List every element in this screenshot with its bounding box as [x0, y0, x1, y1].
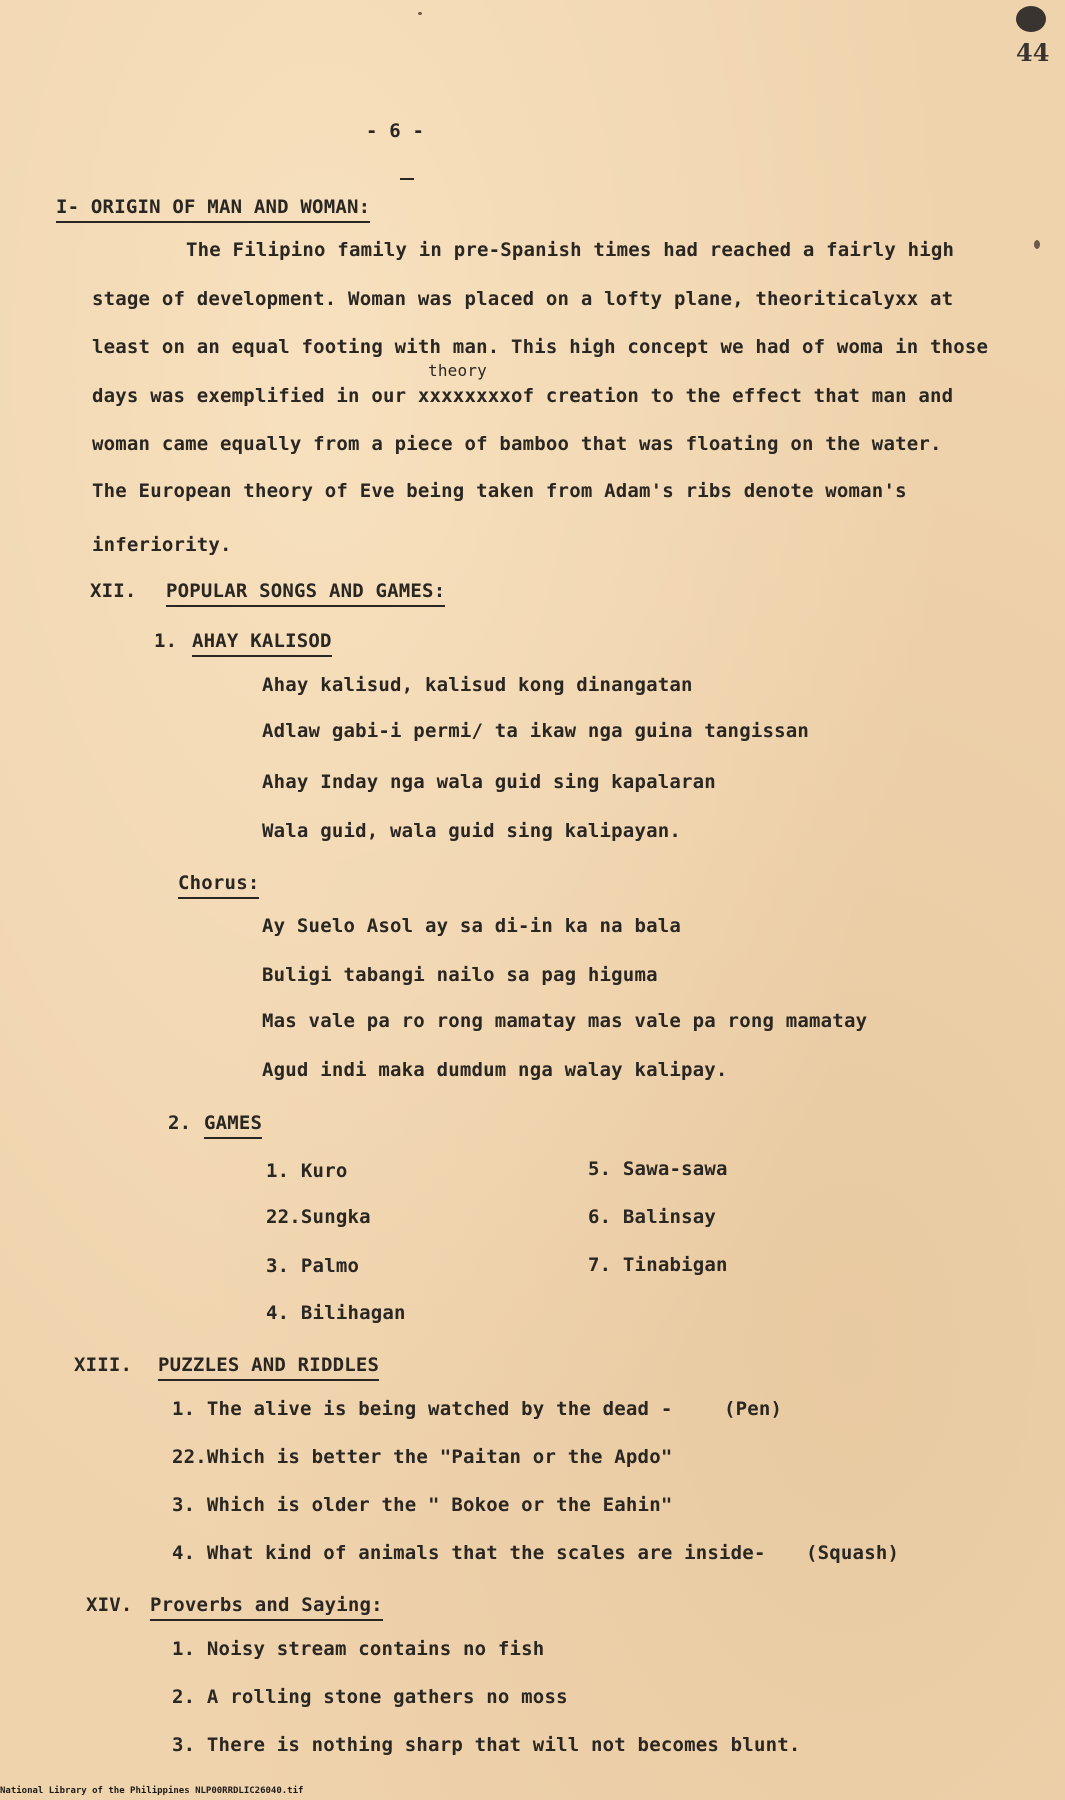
section-heading-puzzles: PUZZLES AND RIDDLES — [158, 1354, 379, 1381]
chorus-label: Chorus: — [178, 872, 259, 899]
song-title: AHAY KALISOD — [192, 630, 332, 657]
paragraph-line: woman came equally from a piece of bamboo that was floating on the water. — [92, 433, 942, 455]
game-item: 6. Balinsay — [588, 1206, 717, 1228]
section-heading-songs: POPULAR SONGS AND GAMES: — [166, 580, 445, 607]
riddle-answer: (Pen) — [724, 1398, 783, 1420]
game-item: 3. Palmo — [266, 1255, 360, 1277]
ink-stamp-icon — [1016, 6, 1046, 32]
paragraph-line: The Filipino family in pre-Spanish times had reached a fairly high — [186, 239, 955, 261]
verse-line: Adlaw gabi-i permi/ ta ikaw nga guina tangissan — [262, 720, 810, 742]
section-number: XII. — [90, 580, 137, 602]
game-item: 1. Kuro — [266, 1160, 348, 1182]
verse-line: Ahay kalisud, kalisud kong dinangatan — [262, 674, 693, 696]
paragraph-line: least on an equal footing with man. This high concept we had of woma in those — [92, 336, 989, 358]
chorus-line: Mas vale pa ro rong mamatay mas vale pa rong mamatay — [262, 1010, 868, 1032]
paragraph-line: stage of development. Woman was placed on a lofty plane, theoriticalyxx at — [92, 288, 954, 310]
game-item: 5. Sawa-sawa — [588, 1158, 728, 1180]
paragraph-line: days was exemplified in our xxxxxxxxof creation to the effect that man and — [92, 385, 954, 407]
games-title: GAMES — [204, 1112, 262, 1139]
paper-spot — [418, 12, 422, 15]
section-heading-origin: I- ORIGIN OF MAN AND WOMAN: — [56, 196, 370, 223]
stray-mark — [400, 178, 414, 180]
proverb-item: 2. A rolling stone gathers no moss — [172, 1686, 568, 1708]
corner-page-mark: 44 — [1016, 38, 1050, 67]
game-item: 4. Bilihagan — [266, 1302, 406, 1324]
riddle-item: 3. Which is older the " Bokoe or the Eahin" — [172, 1494, 673, 1516]
riddle-item: 4. What kind of animals that the scales are inside- — [172, 1542, 766, 1564]
game-item: 7. Tinabigan — [588, 1254, 728, 1276]
section-number: XIII. — [74, 1354, 133, 1376]
game-item: 22.Sungka — [266, 1206, 371, 1228]
handwritten-insertion: theory — [428, 361, 487, 380]
riddle-answer: (Squash) — [806, 1542, 900, 1564]
chorus-line: Buligi tabangi nailo sa pag higuma — [262, 964, 658, 986]
paragraph-line: inferiority. — [92, 534, 232, 556]
verse-line: Ahay Inday nga wala guid sing kapalaran — [262, 771, 716, 793]
section-heading-proverbs: Proverbs and Saying: — [150, 1594, 383, 1621]
archive-footer: National Library of the Philippines NLP00RRDLIC26040.tif — [0, 1786, 304, 1796]
proverb-item: 3. There is nothing sharp that will not becomes blunt. — [172, 1734, 801, 1756]
section-number: XIV. — [86, 1594, 133, 1616]
song-number: 1. — [154, 630, 178, 652]
chorus-line: Agud indi maka dumdum nga walay kalipay. — [262, 1059, 728, 1081]
paragraph-line: The European theory of Eve being taken from Adam's ribs denote woman's — [92, 480, 907, 502]
paper-spot — [1034, 240, 1040, 249]
games-number: 2. — [168, 1112, 192, 1134]
riddle-item: 22.Which is better the "Paitan or the Apdo" — [172, 1446, 673, 1468]
verse-line: Wala guid, wala guid sing kalipayan. — [262, 820, 682, 842]
proverb-item: 1. Noisy stream contains no fish — [172, 1638, 545, 1660]
page-number: - 6 - — [366, 120, 425, 142]
chorus-line: Ay Suelo Asol ay sa di-in ka na bala — [262, 915, 682, 937]
riddle-item: 1. The alive is being watched by the dead - — [172, 1398, 673, 1420]
